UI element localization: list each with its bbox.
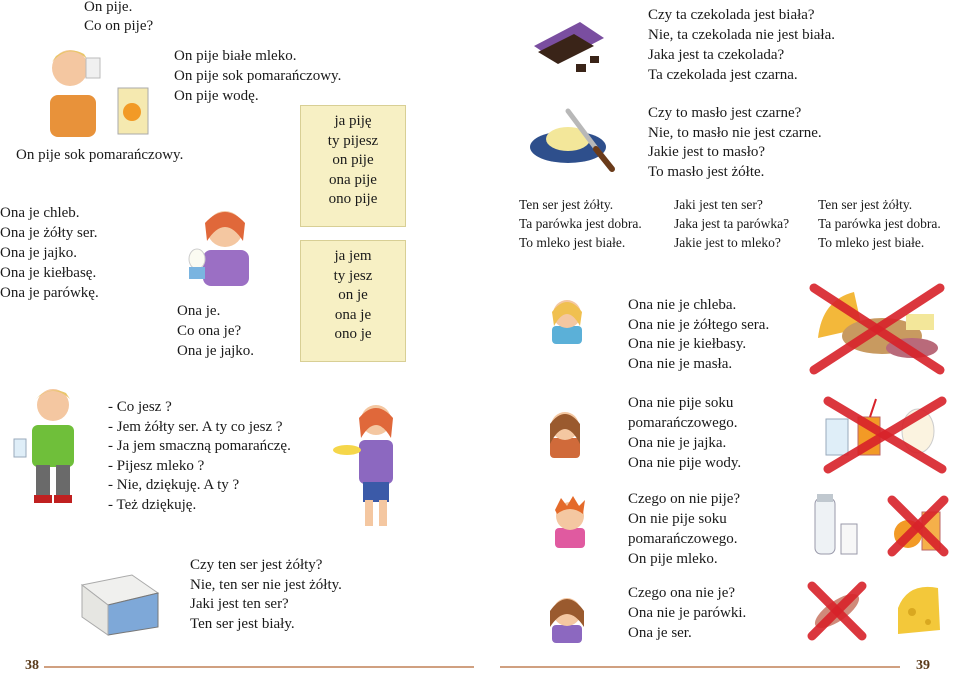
adjectives-col-1 [519,195,642,252]
adjective-line: Jaka jest ta parówka? [674,216,790,231]
adjective-line: Jaki jest ten ser? [674,197,763,212]
conjugation-line: ty jesz [333,267,373,284]
list-item: On pije sok pomarańczowy. [174,68,342,84]
qa-line: To masło jest żółte. [648,163,765,180]
crossed-foods-eat [802,278,950,378]
list-item: Ona je kiełbasę. [0,265,97,281]
qa-line: Jaki jest ten ser? [190,596,289,612]
conjugation-line: on pije [332,152,374,168]
qa-line: Nie, ten ser nie jest żółty. [190,576,342,593]
page-number-left: 38 [25,658,39,673]
adjective-line: Ten ser jest żółty. [519,197,614,212]
adjective-line: Ta parówka jest dobra. [818,216,941,231]
adjective-line: Ten ser jest żółty. [818,197,913,212]
dialogue-line: - Co jesz ? [108,399,172,415]
dialogue-line: - Pijesz mleko ? [108,457,205,474]
adjective-line: Jakie jest to mleko? [674,235,781,250]
conjugation-line: ona pije [329,171,377,188]
qa-line: Ta czekolada jest czarna. [648,67,798,83]
juice-caption: On pije sok pomarańczowy. [16,147,184,163]
girl-eating-illustration [175,195,270,290]
she-eats-list [0,203,99,303]
conjugation-line: on je [338,287,368,303]
girl-standing-illustration [335,400,415,535]
crossed-foods-drink [818,395,950,475]
qa-line: Ona nie je parówki. [628,605,747,621]
caption-line: Ona je. [177,303,221,319]
she-not-eat [628,583,746,643]
crossed-sausage [806,580,868,642]
negation-line: pomarańczowego. [628,415,738,431]
negation-line: Ona nie je chleba. [628,297,737,313]
qa-line: Jakie jest to masło? [648,144,766,160]
qa-line: Czy to masło jest czarne? [648,105,802,121]
caption-line: Co ona je? [177,323,242,339]
qa-line: Nie, ta czekolada nie jest biała. [648,27,835,43]
negation-line: Ona nie je żółtego sera. [628,316,770,333]
qa-line: Ten ser jest biały. [190,615,295,632]
conjugation-line: ja jem [334,248,372,264]
negation-drink [628,393,741,473]
he-not-drink [628,489,740,569]
dialogue-line: - Nie, dziękuję. A ty ? [108,477,240,493]
negation-line: Ona nie pije wody. [628,455,742,471]
negation-eat [628,296,769,374]
qa-line: Nie, to masło nie jest czarne. [648,124,822,141]
girl-blonde-avatar [542,290,592,345]
chocolate-qa [648,5,835,85]
crossed-juice [886,494,950,558]
conjugation-line: ono je [334,326,372,342]
qa-line: Czego on nie pije? [628,491,741,507]
caption-line: Ona je jajko. [177,343,255,359]
butter-qa [648,104,822,182]
boy-drinking-illustration [40,40,160,140]
qa-line: Ona je ser. [628,625,692,641]
boy-redhair-avatar [545,490,595,550]
negation-line: Ona nie je masła. [628,355,733,372]
adjectives-col-3 [818,195,941,252]
boy-standing-illustration [10,385,105,510]
dialogue [108,398,291,515]
conjugation-line: ona je [334,306,372,323]
list-item: Ona je żółty ser. [0,225,98,241]
milk-box-illustration [72,565,167,635]
qa-line: Czy ta czekolada jest biała? [648,7,815,23]
qa-line: Czy ten ser jest żółty? [190,557,323,573]
qa-line: On nie pije soku [628,511,727,527]
qa-line: On pije mleko. [628,551,718,567]
dialogue-line: - Też dziękuję. [108,496,197,513]
dialogue-line: - Jem żółty ser. A ty co jesz ? [108,418,283,435]
conjugation-line: ono pije [328,191,378,207]
conjugation-box-jesc [300,240,406,362]
she-eats-caption [177,301,254,361]
girl-curly-avatar [542,585,592,645]
girl-brown-avatar [540,400,590,460]
negation-line: Ona nie pije soku [628,395,734,411]
milk-bottle-illustration [805,492,863,558]
conjugation-box-pic [300,105,406,227]
cheese-illustration [888,578,950,640]
qa-line: Czego ona nie je? [628,585,736,601]
list-item: Ona je jajko. [0,245,78,261]
list-item: On pije wodę. [174,88,259,104]
negation-line: Ona nie je kiełbasy. [628,336,747,352]
butter-illustration [526,103,618,175]
qa-line: Jaka jest ta czekolada? [648,47,785,63]
conjugation-line: ty pijesz [327,132,379,149]
page-rule-right [500,666,900,668]
dialogue-line: - Ja jem smaczną pomarańczę. [108,438,291,454]
qa-line: pomarańczowego. [628,531,738,547]
page-rule-left [44,666,474,668]
he-drinks-list [174,46,341,106]
chocolate-illustration [528,18,610,80]
conjugation-line: ja piję [334,113,372,129]
cheese-qa [190,556,342,634]
list-item: Ona je parówkę. [0,285,99,301]
page-number-right: 39 [916,658,930,673]
caption-line: On pije. [84,0,133,15]
negation-line: Ona nie je jajka. [628,435,727,451]
list-item: Ona je chleb. [0,205,80,221]
adjective-line: To mleko jest białe. [519,235,626,250]
adjectives-col-2 [674,195,789,252]
list-item: On pije białe mleko. [174,48,297,64]
adjective-line: To mleko jest białe. [818,235,925,250]
caption-line: Co on pije? [84,18,154,34]
he-drinks-caption [84,0,153,36]
adjective-line: Ta parówka jest dobra. [519,216,642,231]
